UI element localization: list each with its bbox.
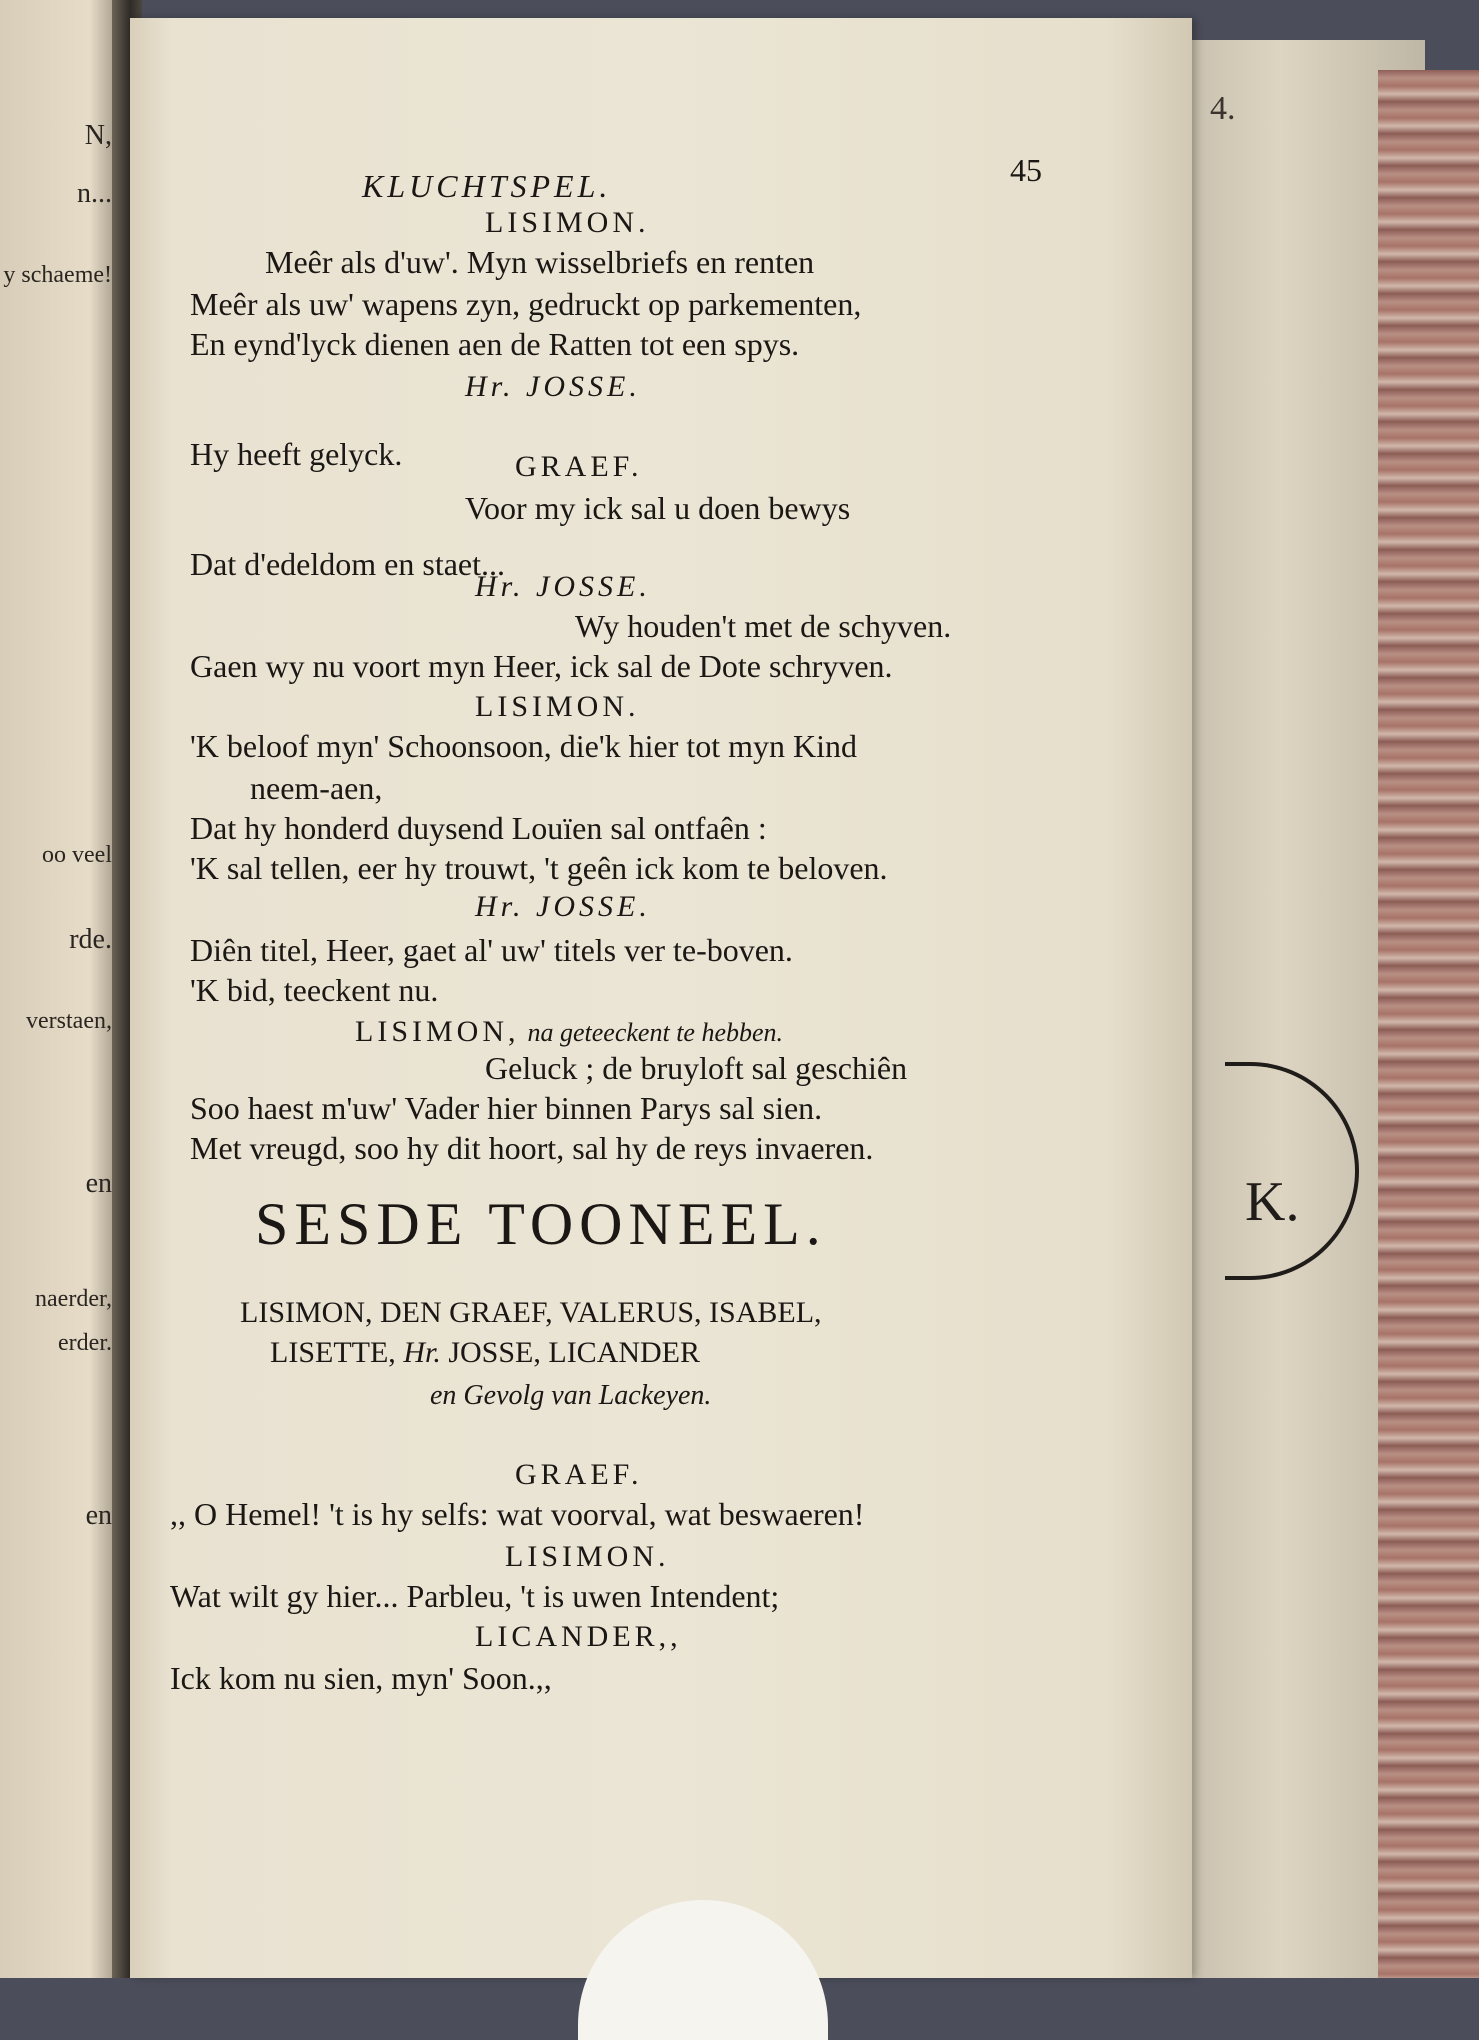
speaker-label: Hr. JOSSE.: [475, 890, 651, 923]
verse-line: neem-aen,: [250, 770, 383, 806]
left-page-text: N,: [84, 120, 112, 151]
cast-name: LISETTE,: [270, 1336, 404, 1369]
scene-title: SESDE TOONEEL.: [255, 1191, 827, 1257]
verse-line: Wat wilt gy hier... Parbleu, 't is uwen Intendent;: [170, 1578, 780, 1614]
cast-title: Hr.: [403, 1336, 441, 1369]
verse-line: 'K sal tellen, eer hy trouwt, 't geên ick kom te beloven.: [190, 850, 888, 886]
speaker-label: LISIMON.: [475, 690, 640, 723]
library-stamp-text: K.: [1245, 1171, 1300, 1233]
verse-line: Diên titel, Heer, gaet al' uw' titels ver te-boven.: [190, 932, 793, 968]
verse-line: Meêr als uw' wapens zyn, gedruckt op parkementen,: [190, 286, 862, 322]
verse-line: Meêr als d'uw'. Myn wisselbriefs en renten: [265, 244, 815, 280]
left-page: [0, 0, 128, 1978]
verse-line: Gaen wy nu voort myn Heer, ick sal de Dote schryven.: [190, 648, 893, 684]
speaker-label: [355, 1012, 783, 1049]
corner-mark: 4.: [1210, 90, 1236, 127]
speaker-label: LICANDER,,: [475, 1620, 682, 1653]
verse-line: Hy heeft gelyck.: [190, 436, 403, 472]
verse-line: Geluck ; de bruyloft sal geschiên: [485, 1050, 908, 1086]
left-page-text: y schaeme!: [3, 262, 112, 288]
left-page-text: oo veel: [42, 842, 112, 868]
cast-list: LISIMON, DEN GRAEF, VALERUS, ISABEL,: [240, 1296, 822, 1329]
speaker-label: LISIMON.: [485, 206, 650, 239]
speaker-label: LISIMON.: [505, 1540, 670, 1573]
cast-name: JOSSE, LICANDER: [440, 1336, 701, 1369]
speaker-label: Hr. JOSSE.: [465, 370, 641, 403]
page-number: 45: [1010, 152, 1042, 188]
verse-line: Ick kom nu sien, myn' Soon.,,: [170, 1660, 552, 1696]
left-page-text: verstaen,: [26, 1008, 112, 1034]
speaker-label: Hr. JOSSE.: [475, 570, 651, 603]
cast-list: [270, 1336, 700, 1370]
verse-line: Voor my ick sal u doen bewys: [465, 490, 851, 526]
left-page-text: en: [85, 1168, 112, 1199]
left-page-text: rde.: [69, 924, 112, 955]
verse-line: Met vreugd, soo hy dit hoort, sal hy de reys invaeren.: [190, 1130, 874, 1166]
verse-line: Soo haest m'uw' Vader hier binnen Parys sal sien.: [190, 1090, 823, 1126]
verse-line: En eynd'lyck dienen aen de Ratten tot een spys.: [190, 326, 800, 362]
verse-line: ,, O Hemel! 't is hy selfs: wat voorval, wat beswaeren!: [170, 1496, 865, 1532]
stage-direction: en Gevolg van Lackeyen.: [430, 1380, 712, 1411]
marbled-edge: [1378, 70, 1479, 1978]
speaker-label: GRAEF.: [515, 1458, 643, 1491]
speaker-label: GRAEF.: [515, 450, 643, 483]
left-page-text: naerder,: [35, 1286, 112, 1312]
stage-direction: na geteeckent te hebben.: [527, 1018, 784, 1047]
verse-line: Dat hy honderd duysend Louïen sal ontfaên :: [190, 810, 767, 846]
left-page-text: en: [85, 1500, 112, 1531]
verse-line: 'K bid, teeckent nu.: [190, 972, 439, 1008]
left-page-text: n...: [77, 178, 112, 209]
verse-line: Wy houden't met de schyven.: [575, 608, 952, 644]
book-page: [130, 18, 1192, 1978]
verse-line: Dat d'edeldom en staet...: [190, 546, 505, 582]
speaker-name: LISIMON,: [355, 1015, 520, 1048]
verse-line: 'K beloof myn' Schoonsoon, die'k hier tot myn Kind: [190, 728, 858, 764]
running-title: KLUCHTSPEL.: [362, 168, 612, 204]
left-page-text: erder.: [58, 1330, 112, 1356]
